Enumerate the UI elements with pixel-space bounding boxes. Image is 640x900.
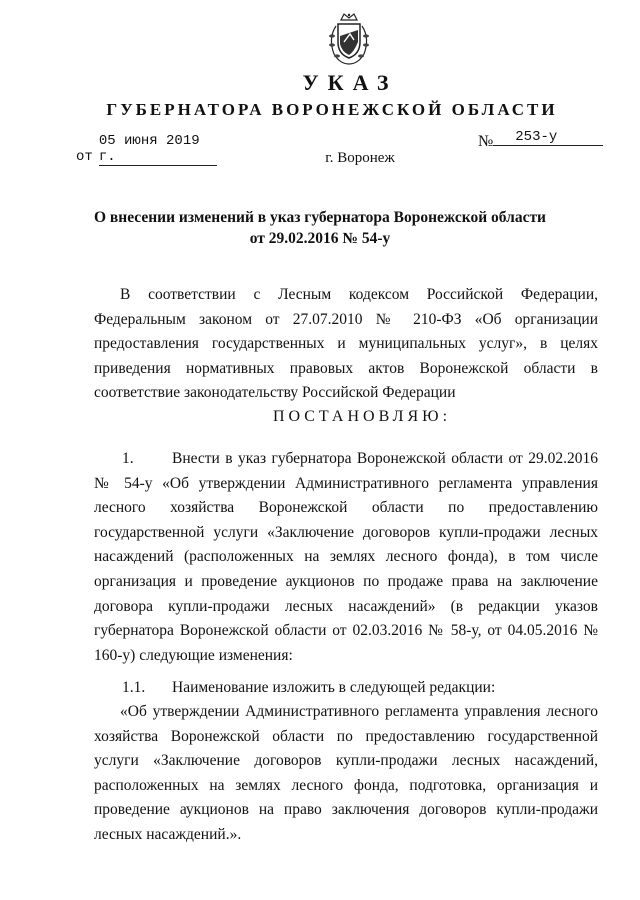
subject-line-1: О внесении изменений в указ губернатора Воронежской области <box>93 209 546 226</box>
city-label: г. Воронеж <box>325 150 395 166</box>
new-title-quote <box>94 700 598 848</box>
date-value: 05 июня 2019 г. <box>99 133 217 166</box>
coat-of-arms-icon <box>324 12 374 68</box>
subject-line-2: от 29.02.2016 № 54-у <box>249 230 391 247</box>
document-subject <box>80 207 560 249</box>
number-value: 253-у <box>493 129 603 146</box>
preamble-paragraph <box>94 283 598 406</box>
item-1-1-number: 1.1. <box>122 679 146 696</box>
item-1-1-paragraph <box>94 676 598 701</box>
number-sign: № <box>478 133 494 150</box>
preamble-text: В соответствии с Лесным кодексом Российской Федерации, Федеральным законом от 27.07.2010 № 210-ФЗ «Об организации предоставления государственных и муниципальных услуг», в целях приведения нормативных правовых актов Воронежской области в соответствие законодательству Российской Федерации <box>94 286 598 402</box>
decree-word: ПОСТАНОВЛЯЮ: <box>272 408 452 425</box>
item-1-paragraph <box>94 447 598 668</box>
item-1-text: Внести в указ губернатора Воронежской области от 29.02.2016 № 54-у «Об утверждении Административного регламента управления лесного хозяйства Воронежской области по предоставлению государственной услуги «Заключение договоров купли-продажи лесных насаждений (расположенных на землях лесного фонда), в том числе организация и проведение аукционов по продаже права на заключение договора купли-продажи лесных насаждений» (в редакции указов губернатора Воронежской области от 02.03.2016 № 58-у, от 04.05.2016 № 160-у) следующие изменения: <box>94 450 598 664</box>
document-title: УКАЗ <box>302 70 398 95</box>
quote-text: «Об утверждении Административного регламента управления лесного хозяйства Воронежской области по предоставлению государственной услуги «Заключение договоров купли-продажи лесных насаждений, расположенных на землях лесного фонда, подготовка, организация и проведение аукционов на право заключения договоров купли-продажи лесных насаждений.». <box>94 703 598 843</box>
date-prefix: от <box>76 149 93 165</box>
document-subtitle: ГУБЕРНАТОРА ВОРОНЕЖСКОЙ ОБЛАСТИ <box>106 100 558 119</box>
item-1-1-text: Наименование изложить в следующей редакции: <box>172 679 496 696</box>
item-1-number: 1. <box>122 450 134 467</box>
